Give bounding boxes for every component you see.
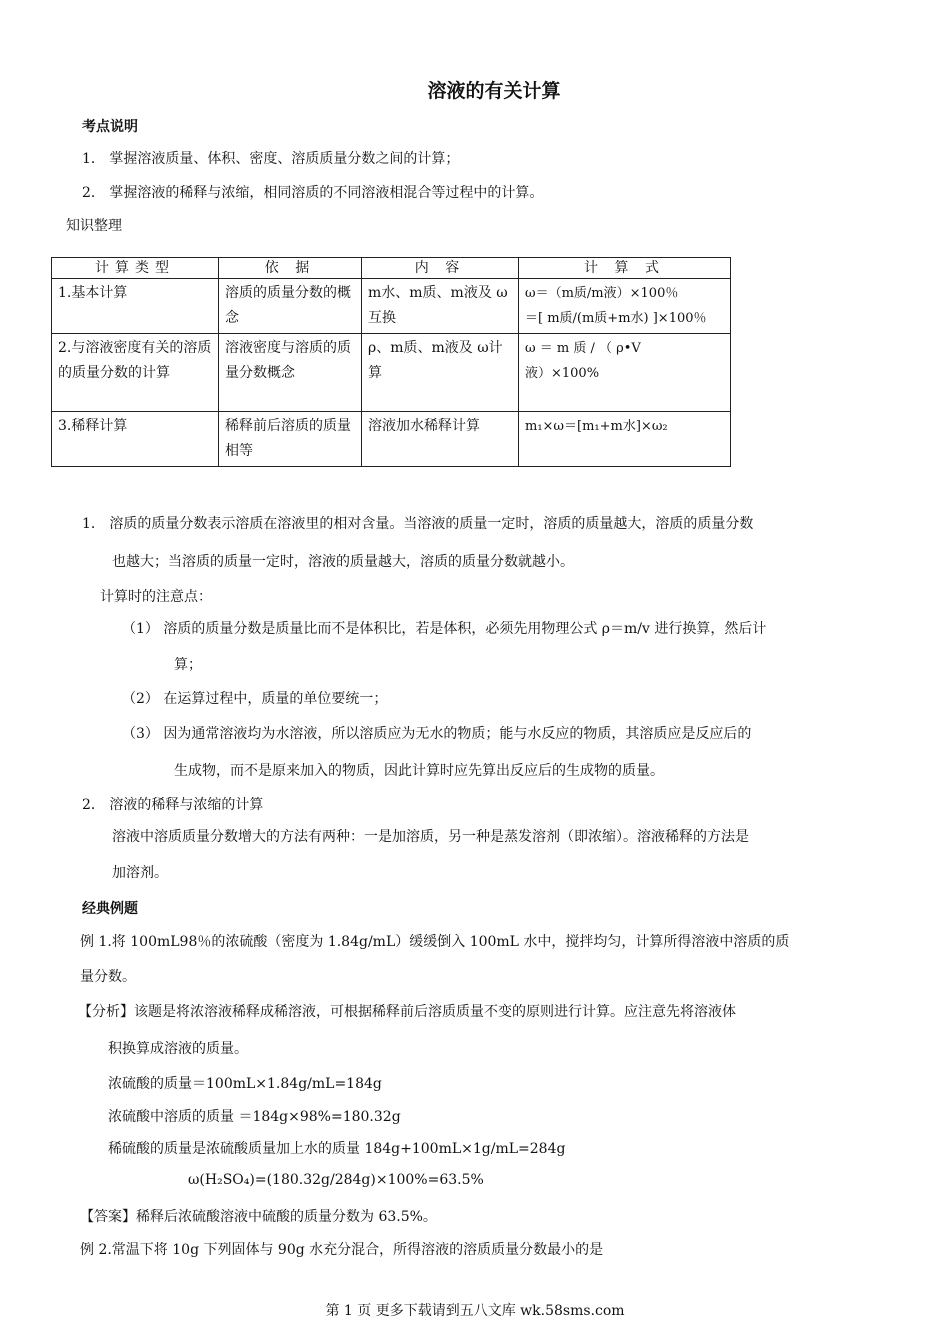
formula-line: ＝[ m质/(m质+m水) ]×100％ <box>525 311 707 326</box>
table-row <box>52 279 731 334</box>
formula-line: ω ＝ m 质 / （ ρ•V <box>525 341 641 356</box>
formula-line: m₁×ω＝[m₁+m水]×ω₂ <box>525 419 668 434</box>
calc-line-2: 浓硫酸中溶质的质量 ＝184g×98%=180.32g <box>108 1109 401 1125</box>
note-1-line-1: （1） 溶质的质量分数是质量比而不是体积比，若是体积，必须先用物理公式 ρ＝m/v 进行换算，然后计 <box>122 621 767 637</box>
para-2-heading: 2． 溶液的稀释与浓缩的计算 <box>82 797 264 813</box>
note-3-line-2: 生成物，而不是原来加入的物质，因此计算时应先算出反应后的生成物的质量。 <box>174 763 664 779</box>
table-row <box>52 334 731 412</box>
page-title: 溶液的有关计算 <box>427 80 561 102</box>
page-footer: 第 1 页 更多下载请到五八文库 wk.58sms.com <box>325 1303 625 1319</box>
cell-type: 1.基本计算 <box>52 279 219 334</box>
table-header-row <box>52 258 731 279</box>
formula-line: ω＝（m质/m液）×100％ <box>525 286 679 301</box>
calc-line-1: 浓硫酸的质量＝100mL×1.84g/mL=184g <box>108 1076 382 1092</box>
para-2-line-2: 加溶剂。 <box>112 865 168 881</box>
exam-point-1: 1． 掌握溶液质量、体积、密度、溶质质量分数之间的计算； <box>82 151 460 167</box>
cell-type: 3.稀释计算 <box>52 412 219 467</box>
note-2: （2） 在运算过程中，质量的单位要统一； <box>122 691 388 707</box>
cell-content: m水、m质、m液及 ω互换 <box>362 279 519 334</box>
example-2: 例 2.常温下将 10g 下列固体与 90g 水充分混合，所得溶液的溶质质量分数最小的是 <box>80 1242 604 1258</box>
exam-point-2: 2． 掌握溶液的稀释与浓缩，相同溶质的不同溶液相混合等过程中的计算。 <box>82 185 544 201</box>
cell-content: 溶液加水稀释计算 <box>362 412 519 467</box>
header-formula: 计 算 式 <box>519 258 731 279</box>
cell-basis: 稀释前后溶质的质量相等 <box>219 412 362 467</box>
para-2-line-1: 溶液中溶质质量分数增大的方法有两种：一是加溶质，另一种是蒸发溶剂（即浓缩）。溶液稀释的方法是 <box>112 829 749 845</box>
formula-line: 液）×100% <box>525 366 600 381</box>
cell-formula <box>519 279 731 334</box>
cell-basis: 溶液密度与溶质的质量分数概念 <box>219 334 362 412</box>
header-type: 计算类型 <box>52 258 219 279</box>
calculation-table <box>51 257 731 467</box>
answer-line: 【答案】稀释后浓硫酸溶液中硫酸的质量分数为 63.5%。 <box>80 1209 437 1225</box>
note-1-line-2: 算； <box>174 657 202 673</box>
header-content: 内 容 <box>362 258 519 279</box>
notes-heading: 计算时的注意点： <box>100 589 212 605</box>
example-1-line-2: 量分数。 <box>80 969 136 985</box>
exam-points-heading: 考点说明 <box>82 119 138 135</box>
examples-heading: 经典例题 <box>82 901 138 917</box>
note-3-line-1: （3） 因为通常溶液均为水溶液，所以溶质应为无水的物质；能与水反应的物质，其溶质应是反应后的 <box>122 726 752 742</box>
table-row <box>52 412 731 467</box>
calc-line-4: ω(H₂SO₄)=(180.32g/284g)×100%=63.5% <box>188 1172 484 1188</box>
cell-formula <box>519 334 731 412</box>
cell-basis: 溶质的质量分数的概念 <box>219 279 362 334</box>
para-1-line-2: 也越大；当溶质的质量一定时，溶液的质量越大，溶质的质量分数就越小。 <box>112 554 574 570</box>
cell-formula <box>519 412 731 467</box>
example-1-line-1: 例 1.将 100mL98％的浓硫酸（密度为 1.84g/mL）缓缓倒入 100mL 水中，搅拌均匀，计算所得溶液中溶质的质 <box>80 934 790 950</box>
analysis-line-1: 【分析】该题是将浓溶液稀释成稀溶液，可根据稀释前后溶质质量不变的原则进行计算。应注意先将溶液体 <box>78 1004 736 1020</box>
cell-type: 2.与溶液密度有关的溶质的质量分数的计算 <box>52 334 219 412</box>
analysis-line-2: 积换算成溶液的质量。 <box>108 1041 248 1057</box>
header-basis: 依 据 <box>219 258 362 279</box>
cell-content: ρ、m质、m液及 ω计算 <box>362 334 519 412</box>
knowledge-heading: 知识整理 <box>66 218 122 234</box>
para-1-line-1: 1． 溶质的质量分数表示溶质在溶液里的相对含量。当溶液的质量一定时，溶质的质量越大，溶质的质量分数 <box>82 516 754 532</box>
calc-line-3: 稀硫酸的质量是浓硫酸质量加上水的质量 184g+100mL×1g/mL=284g <box>108 1141 566 1157</box>
